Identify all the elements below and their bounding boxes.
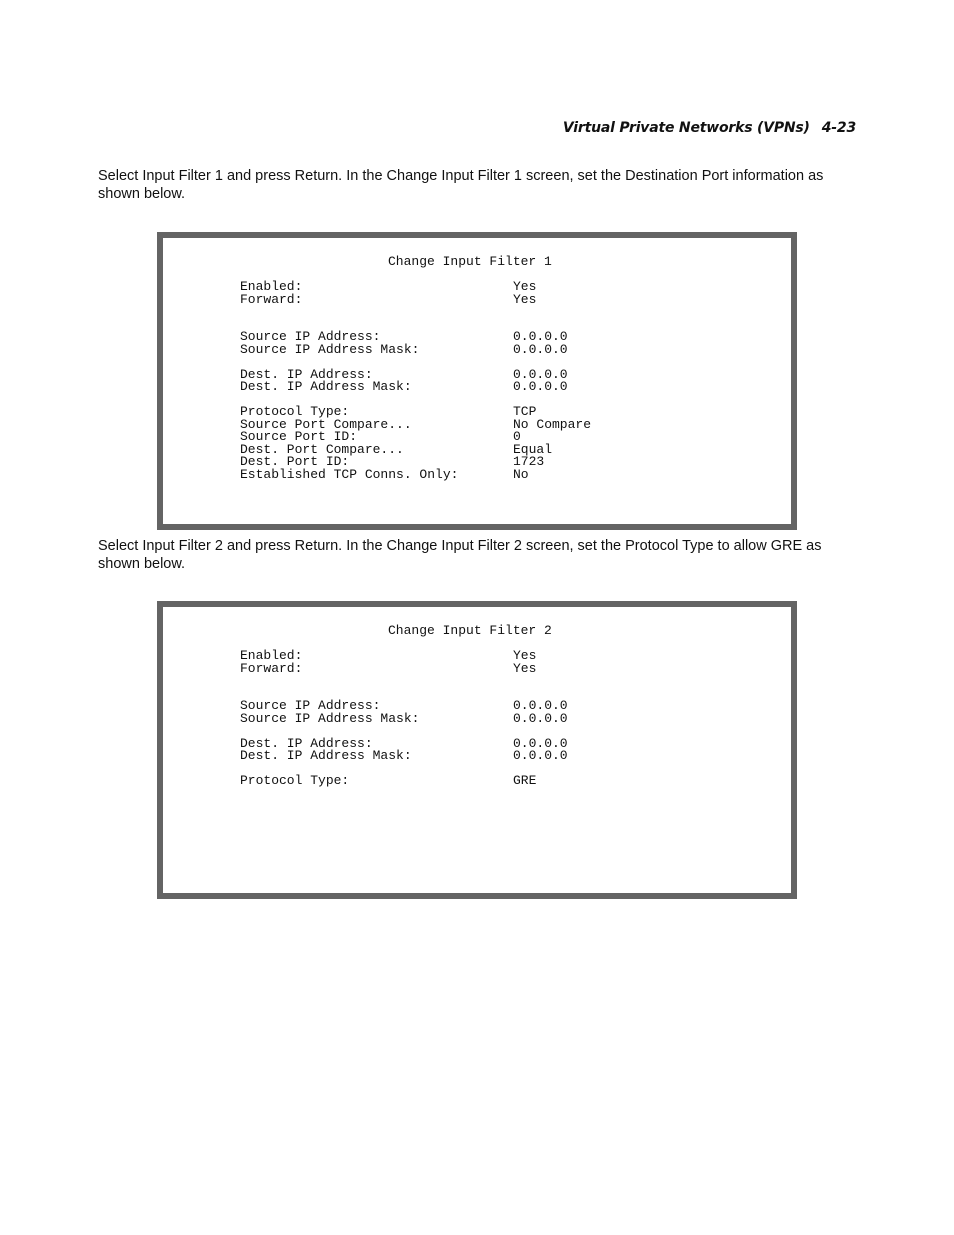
- field-label: Source IP Address Mask:: [240, 710, 420, 726]
- field-value: 0.0.0.0: [513, 379, 568, 394]
- running-head-title: Virtual Private Networks (VPNs): [562, 120, 810, 136]
- field-label: Established TCP Conns. Only:: [240, 466, 459, 482]
- field-label: Enabled:: [240, 279, 303, 294]
- field-row-dest-mask[interactable]: [240, 381, 591, 394]
- screen-title: Change Input Filter 1: [388, 254, 552, 269]
- field-value: 0.0.0.0: [513, 735, 568, 751]
- running-head: [563, 120, 856, 136]
- field-label: Protocol Type:: [240, 404, 350, 419]
- field-value: 0.0.0.0: [513, 698, 568, 713]
- field-label: Source IP Address:: [240, 329, 381, 344]
- field-value: No Compare: [513, 416, 592, 432]
- change-input-filter-2-screen: [157, 601, 797, 899]
- field-row-forward[interactable]: [240, 660, 568, 676]
- field-value: Yes: [513, 648, 537, 663]
- field-value: Equal: [513, 441, 553, 457]
- field-row-dest-mask[interactable]: [240, 750, 568, 763]
- field-value: Yes: [513, 291, 537, 307]
- field-label: Dest. IP Address Mask:: [240, 748, 412, 763]
- field-value: 0.0.0.0: [513, 366, 568, 382]
- field-label: Enabled:: [240, 648, 303, 663]
- field-value: 0.0.0.0: [513, 748, 568, 763]
- field-label: Source Port ID:: [240, 429, 358, 444]
- field-label: Dest. Port ID:: [240, 454, 350, 469]
- screen-title: Change Input Filter 2: [388, 623, 552, 638]
- field-label: Forward:: [240, 660, 303, 676]
- field-value: GRE: [513, 773, 537, 788]
- field-label: Dest. IP Address:: [240, 366, 373, 382]
- field-list: [240, 650, 568, 788]
- intro-paragraph-2: Select Input Filter 2 and press Return. In the Change Input Filter 2 screen, set the Protocol Type to allow GRE as shown below.: [98, 538, 822, 572]
- field-value: 0: [513, 429, 521, 444]
- page-number: 4-23: [821, 120, 856, 136]
- field-value: 1723: [513, 454, 545, 469]
- field-row-source-mask[interactable]: [240, 710, 568, 726]
- field-value: 0.0.0.0: [513, 341, 568, 357]
- change-input-filter-1-screen: [157, 232, 797, 530]
- field-row-established-tcp[interactable]: [240, 466, 591, 482]
- field-list: [240, 281, 591, 481]
- field-value: No: [513, 466, 529, 482]
- intro-paragraph-1: Select Input Filter 1 and press Return. In the Change Input Filter 1 screen, set the Destination Port information as shown below.: [98, 168, 824, 202]
- field-value: 0.0.0.0: [513, 329, 568, 344]
- field-label: Dest. Port Compare...: [240, 441, 404, 457]
- field-label: Protocol Type:: [240, 773, 350, 788]
- field-label: Dest. IP Address Mask:: [240, 379, 412, 394]
- field-value: Yes: [513, 660, 537, 676]
- field-row-source-mask[interactable]: [240, 341, 591, 357]
- field-label: Source IP Address Mask:: [240, 341, 420, 357]
- field-label: Forward:: [240, 291, 303, 307]
- field-label: Source Port Compare...: [240, 416, 412, 432]
- field-label: Source IP Address:: [240, 698, 381, 713]
- field-value: 0.0.0.0: [513, 710, 568, 726]
- field-label: Dest. IP Address:: [240, 735, 373, 751]
- field-row-protocol[interactable]: [240, 775, 568, 788]
- field-row-forward[interactable]: [240, 291, 591, 307]
- field-value: TCP: [513, 404, 537, 419]
- field-value: Yes: [513, 279, 537, 294]
